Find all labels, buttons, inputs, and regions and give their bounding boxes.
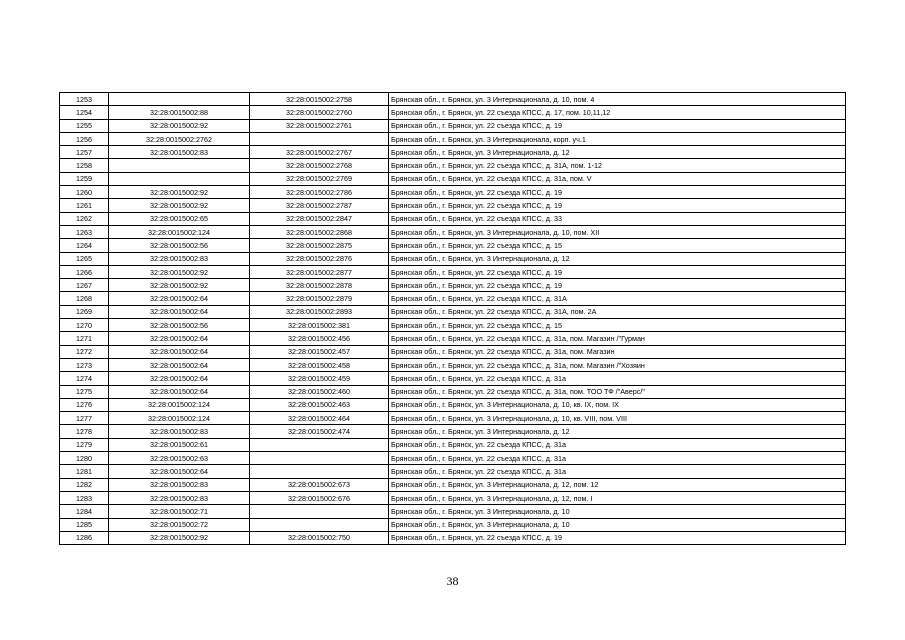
address-cell: Брянская обл., г. Брянск, ул. 22 съезда КПСС, д. 19 [389,279,846,292]
cadastral-unit-cell: 32:28:0015002:459 [250,372,389,385]
row-number-cell: 1283 [60,491,109,504]
table-row [60,172,846,185]
address-cell: Брянская обл., г. Брянск, ул. 22 съезда КПСС, д. 31а [389,465,846,478]
table-row [60,132,846,145]
table-row [60,438,846,451]
cadastral-unit-cell [250,505,389,518]
cadastral-unit-cell: 32:28:0015002:2878 [250,279,389,292]
row-number-cell: 1270 [60,319,109,332]
cadastral-unit-cell: 32:28:0015002:2875 [250,239,389,252]
table-row [60,279,846,292]
cadastral-building-cell [109,93,250,106]
row-number-cell: 1274 [60,372,109,385]
row-number-cell: 1285 [60,518,109,531]
table-row [60,465,846,478]
row-number-cell: 1254 [60,106,109,119]
table-row [60,385,846,398]
cadastral-building-cell: 32:28:0015002:124 [109,412,250,425]
cadastral-building-cell: 32:28:0015002:64 [109,372,250,385]
cadastral-unit-cell: 32:28:0015002:2769 [250,172,389,185]
row-number-cell: 1277 [60,412,109,425]
cadastral-unit-cell: 32:28:0015002:676 [250,491,389,504]
cadastral-building-cell: 32:28:0015002:56 [109,239,250,252]
cadastral-building-cell: 32:28:0015002:64 [109,292,250,305]
row-number-cell: 1265 [60,252,109,265]
row-number-cell: 1284 [60,505,109,518]
cadastral-building-cell: 32:28:0015002:83 [109,478,250,491]
cadastral-building-cell: 32:28:0015002:92 [109,199,250,212]
table-row [60,212,846,225]
address-cell: Брянская обл., г. Брянск, ул. 22 съезда КПСС, д. 19 [389,531,846,544]
cadastral-unit-cell: 32:28:0015002:2876 [250,252,389,265]
address-cell: Брянская обл., г. Брянск, ул. 22 съезда КПСС, д. 31а [389,372,846,385]
table-row [60,199,846,212]
table-row [60,159,846,172]
row-number-cell: 1257 [60,146,109,159]
address-cell: Брянская обл., г. Брянск, ул. 3 Интернационала, д. 10 [389,518,846,531]
table-row [60,292,846,305]
cadastral-unit-cell: 32:28:0015002:750 [250,531,389,544]
address-cell: Брянская обл., г. Брянск, ул. 22 съезда КПСС, д. 31а [389,452,846,465]
cadastral-unit-cell [250,518,389,531]
address-cell: Брянская обл., г. Брянск, ул. 3 Интернационала, д. 10 [389,505,846,518]
cadastral-building-cell: 32:28:0015002:2762 [109,132,250,145]
cadastral-building-cell: 32:28:0015002:65 [109,212,250,225]
row-number-cell: 1281 [60,465,109,478]
address-cell: Брянская обл., г. Брянск, ул. 3 Интернационала, корп. уч.1 [389,132,846,145]
row-number-cell: 1253 [60,93,109,106]
cadastral-unit-cell: 32:28:0015002:2787 [250,199,389,212]
address-cell: Брянская обл., г. Брянск, ул. 22 съезда КПСС, д. 31а, пом. V [389,172,846,185]
row-number-cell: 1276 [60,398,109,411]
cadastral-unit-cell: 32:28:0015002:2786 [250,186,389,199]
address-cell: Брянская обл., г. Брянск, ул. 22 съезда КПСС, д. 19 [389,265,846,278]
cadastral-building-cell: 32:28:0015002:72 [109,518,250,531]
cadastral-unit-cell: 32:28:0015002:673 [250,478,389,491]
table-row [60,186,846,199]
row-number-cell: 1255 [60,119,109,132]
table-row [60,491,846,504]
address-cell: Брянская обл., г. Брянск, ул. 22 съезда КПСС, д. 31а, пом. Магазин /"Гурман [389,332,846,345]
table-row [60,239,846,252]
row-number-cell: 1259 [60,172,109,185]
cadastral-building-cell: 32:28:0015002:92 [109,265,250,278]
cadastral-building-cell: 32:28:0015002:92 [109,279,250,292]
address-cell: Брянская обл., г. Брянск, ул. 22 съезда КПСС, д. 17, пом. 10,11,12 [389,106,846,119]
address-cell: Брянская обл., г. Брянск, ул. 22 съезда КПСС, д. 31а, пом. Магазин [389,345,846,358]
cadastral-building-cell: 32:28:0015002:64 [109,345,250,358]
address-cell: Брянская обл., г. Брянск, ул. 22 съезда КПСС, д. 19 [389,186,846,199]
cadastral-unit-cell: 32:28:0015002:2761 [250,119,389,132]
cadastral-building-cell: 32:28:0015002:92 [109,531,250,544]
table-row [60,252,846,265]
table-row [60,531,846,544]
row-number-cell: 1262 [60,212,109,225]
cadastral-building-cell: 32:28:0015002:64 [109,305,250,318]
address-cell: Брянская обл., г. Брянск, ул. 22 съезда КПСС, д. 31А, пом. 2А [389,305,846,318]
row-number-cell: 1258 [60,159,109,172]
address-cell: Брянская обл., г. Брянск, ул. 3 Интернационала, д. 12 [389,425,846,438]
cadastral-building-cell: 32:28:0015002:92 [109,119,250,132]
cadastral-building-cell: 32:28:0015002:83 [109,425,250,438]
row-number-cell: 1280 [60,452,109,465]
row-number-cell: 1278 [60,425,109,438]
registry-table-body [60,93,846,545]
address-cell: Брянская обл., г. Брянск, ул. 3 Интернационала, д. 12 [389,146,846,159]
address-cell: Брянская обл., г. Брянск, ул. 3 Интернационала, д. 10, пом. XII [389,225,846,238]
row-number-cell: 1271 [60,332,109,345]
cadastral-unit-cell: 32:28:0015002:2877 [250,265,389,278]
table-row [60,425,846,438]
page-number: 38 [446,574,459,588]
row-number-cell: 1279 [60,438,109,451]
address-cell: Брянская обл., г. Брянск, ул. 22 съезда КПСС, д. 33 [389,212,846,225]
row-number-cell: 1261 [60,199,109,212]
address-cell: Брянская обл., г. Брянск, ул. 22 съезда КПСС, д. 31А [389,292,846,305]
table-row [60,319,846,332]
cadastral-building-cell: 32:28:0015002:124 [109,398,250,411]
table-row [60,93,846,106]
cadastral-unit-cell: 32:28:0015002:458 [250,358,389,371]
table-row [60,106,846,119]
table-row [60,518,846,531]
table-row [60,146,846,159]
cadastral-unit-cell: 32:28:0015002:2868 [250,225,389,238]
cadastral-building-cell [109,172,250,185]
cadastral-unit-cell: 32:28:0015002:2893 [250,305,389,318]
row-number-cell: 1268 [60,292,109,305]
address-cell: Брянская обл., г. Брянск, ул. 3 Интернационала, д. 12, пом. I [389,491,846,504]
table-row [60,119,846,132]
table-row [60,332,846,345]
cadastral-building-cell: 32:28:0015002:71 [109,505,250,518]
cadastral-building-cell: 32:28:0015002:83 [109,491,250,504]
address-cell: Брянская обл., г. Брянск, ул. 22 съезда КПСС, д. 31а, пом. ТОО ТФ /"Аверс/" [389,385,846,398]
cadastral-unit-cell: 32:28:0015002:2758 [250,93,389,106]
cadastral-building-cell: 32:28:0015002:64 [109,465,250,478]
row-number-cell: 1273 [60,358,109,371]
address-cell: Брянская обл., г. Брянск, ул. 3 Интернационала, д. 12, пом. 12 [389,478,846,491]
cadastral-building-cell: 32:28:0015002:63 [109,452,250,465]
row-number-cell: 1272 [60,345,109,358]
cadastral-unit-cell: 32:28:0015002:474 [250,425,389,438]
table-row [60,358,846,371]
cadastral-unit-cell: 32:28:0015002:2760 [250,106,389,119]
cadastral-unit-cell: 32:28:0015002:457 [250,345,389,358]
row-number-cell: 1269 [60,305,109,318]
cadastral-unit-cell: 32:28:0015002:2847 [250,212,389,225]
cadastral-building-cell [109,159,250,172]
row-number-cell: 1256 [60,132,109,145]
cadastral-unit-cell: 32:28:0015002:460 [250,385,389,398]
cadastral-building-cell: 32:28:0015002:92 [109,186,250,199]
row-number-cell: 1263 [60,225,109,238]
address-cell: Брянская обл., г. Брянск, ул. 22 съезда КПСС, д. 19 [389,119,846,132]
address-cell: Брянская обл., г. Брянск, ул. 22 съезда КПСС, д. 15 [389,319,846,332]
row-number-cell: 1264 [60,239,109,252]
address-cell: Брянская обл., г. Брянск, ул. 3 Интернационала, д. 10, пом. 4 [389,93,846,106]
row-number-cell: 1266 [60,265,109,278]
cadastral-unit-cell [250,438,389,451]
address-cell: Брянская обл., г. Брянск, ул. 22 съезда КПСС, д. 31а [389,438,846,451]
cadastral-unit-cell [250,452,389,465]
address-cell: Брянская обл., г. Брянск, ул. 22 съезда КПСС, д. 15 [389,239,846,252]
table-row [60,505,846,518]
cadastral-unit-cell: 32:28:0015002:2768 [250,159,389,172]
row-number-cell: 1260 [60,186,109,199]
address-cell: Брянская обл., г. Брянск, ул. 3 Интернационала, д. 12 [389,252,846,265]
address-cell: Брянская обл., г. Брянск, ул. 22 съезда КПСС, д. 19 [389,199,846,212]
cadastral-building-cell: 32:28:0015002:83 [109,252,250,265]
cadastral-unit-cell: 32:28:0015002:456 [250,332,389,345]
row-number-cell: 1267 [60,279,109,292]
table-row [60,305,846,318]
table-row [60,452,846,465]
table-row [60,372,846,385]
cadastral-unit-cell: 32:28:0015002:464 [250,412,389,425]
table-row [60,398,846,411]
cadastral-building-cell: 32:28:0015002:56 [109,319,250,332]
cadastral-building-cell: 32:28:0015002:83 [109,146,250,159]
cadastral-unit-cell: 32:28:0015002:2879 [250,292,389,305]
cadastral-building-cell: 32:28:0015002:64 [109,358,250,371]
row-number-cell: 1275 [60,385,109,398]
cadastral-unit-cell: 32:28:0015002:381 [250,319,389,332]
cadastral-building-cell: 32:28:0015002:124 [109,225,250,238]
table-row [60,412,846,425]
cadastral-building-cell: 32:28:0015002:64 [109,332,250,345]
cadastral-building-cell: 32:28:0015002:61 [109,438,250,451]
cadastral-unit-cell [250,465,389,478]
cadastral-unit-cell: 32:28:0015002:2767 [250,146,389,159]
cadastral-building-cell: 32:28:0015002:64 [109,385,250,398]
table-row [60,345,846,358]
cadastral-unit-cell [250,132,389,145]
cadastral-building-cell: 32:28:0015002:88 [109,106,250,119]
table-row [60,225,846,238]
table-row [60,478,846,491]
row-number-cell: 1282 [60,478,109,491]
table-row [60,265,846,278]
registry-table [59,92,846,545]
row-number-cell: 1286 [60,531,109,544]
address-cell: Брянская обл., г. Брянск, ул. 3 Интернационала, д. 10, кв. VIII, пом. VIII [389,412,846,425]
cadastral-unit-cell: 32:28:0015002:463 [250,398,389,411]
address-cell: Брянская обл., г. Брянск, ул. 3 Интернационала, д. 10, кв. IX, пом. IX [389,398,846,411]
address-cell: Брянская обл., г. Брянск, ул. 22 съезда КПСС, д. 31а, пом. Магазин /"Хозяин [389,358,846,371]
address-cell: Брянская обл., г. Брянск, ул. 22 съезда КПСС, д. 31А, пом. 1-12 [389,159,846,172]
